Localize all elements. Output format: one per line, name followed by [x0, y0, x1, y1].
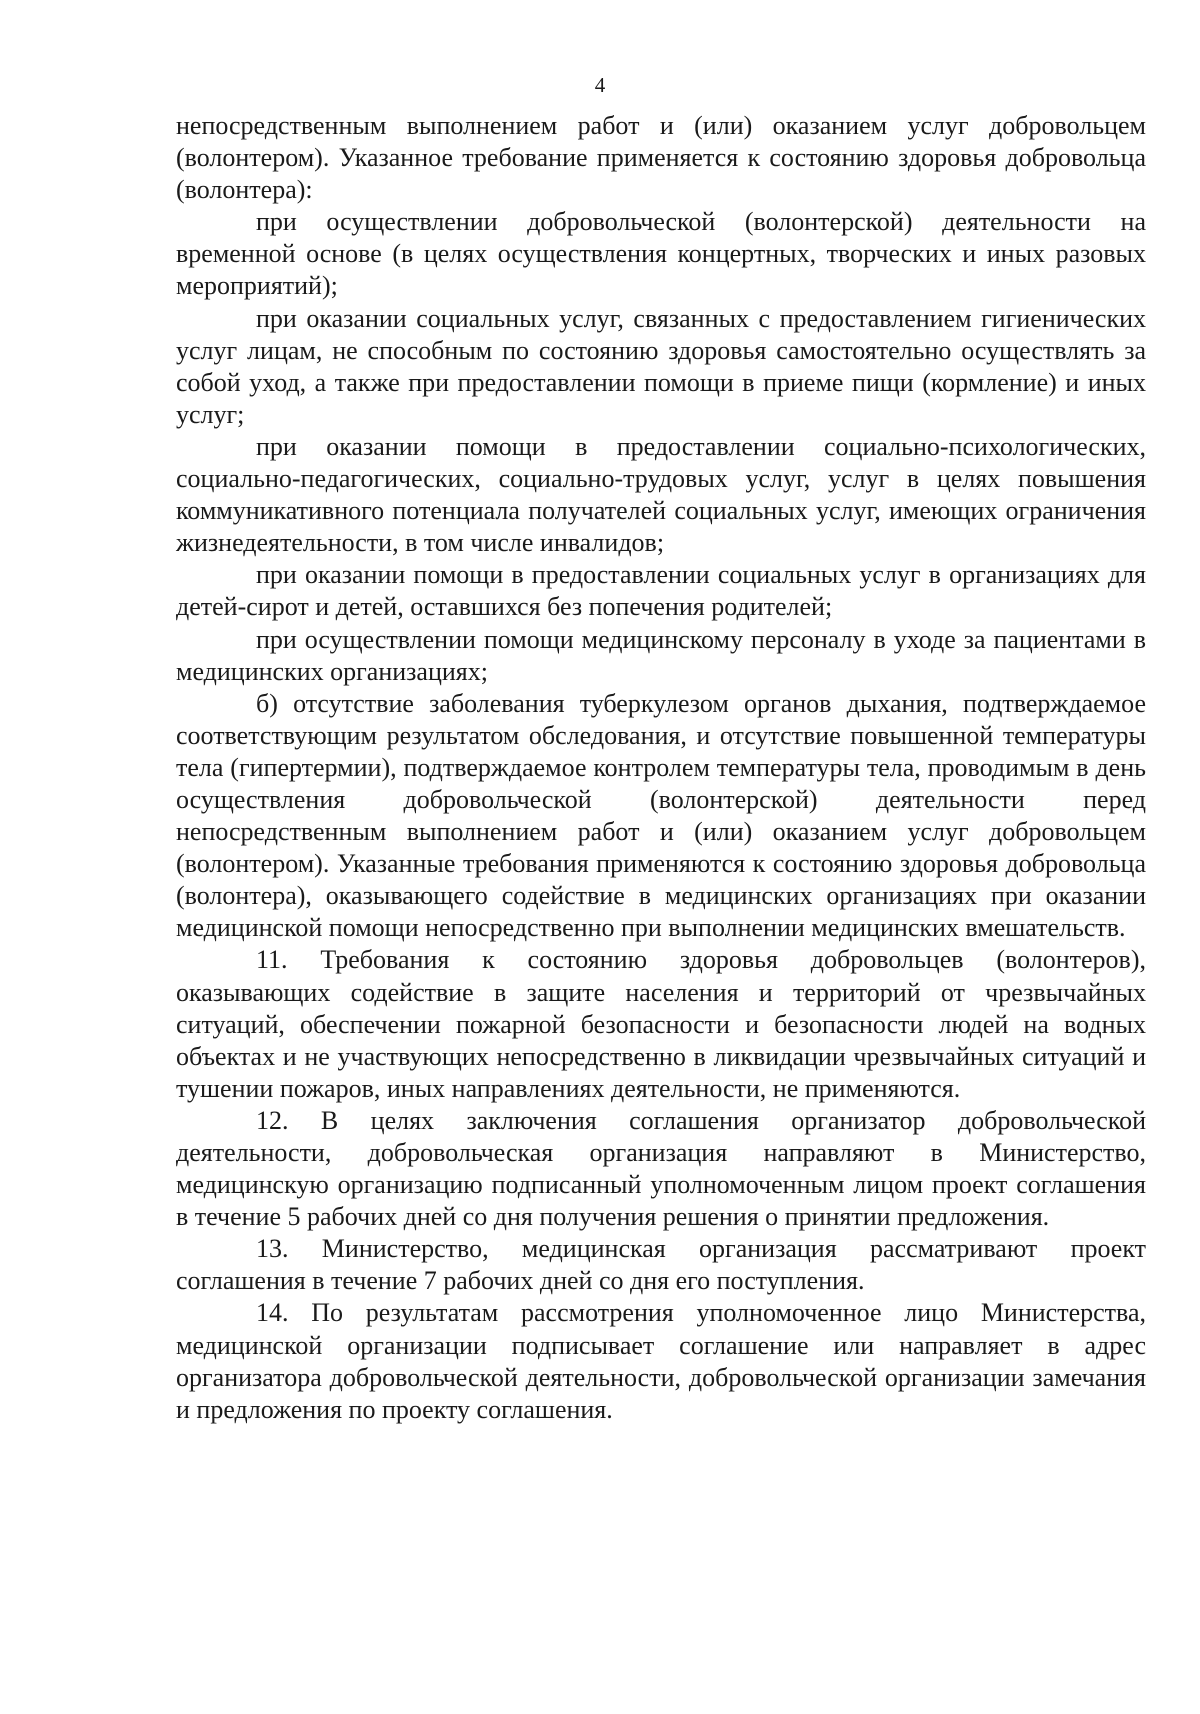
- paragraph-item-11: 11. Требования к состоянию здоровья добровольцев (волонтеров), оказывающих содействие в защите населения и территорий от чрезвычайных ситуаций, обеспечении пожарной безопасности и безопасности людей на водных объектах и не участвующих непосредственно в ликвидации чрезвычайных ситуаций и тушении пожаров, иных направлениях деятельности, не применяются.: [176, 945, 1146, 1103]
- paragraph-social-psychological-help: при оказании помощи в предоставлении социально-психологических, социально-педагогических, социально-трудовых услуг, услуг в целях повышения коммуникативного потенциала получателей социальных услуг, имеющих ограничения жизнедеятельности, в том числе инвалидов;: [176, 431, 1146, 558]
- paragraph-orphan-organizations: при оказании помощи в предоставлении социальных услуг в организациях для детей-сирот и детей, оставшихся без попечения родителей;: [176, 560, 1146, 622]
- page-number: 4: [594, 73, 606, 97]
- paragraph-item-13: 13. Министерство, медицинская организация рассматривают проект соглашения в течение 7 рабочих дней со дня его поступления.: [176, 1234, 1146, 1296]
- paragraph-social-services-hygiene: при оказании социальных услуг, связанных с предоставлением гигиенических услуг лицам, не способным по состоянию здоровья самостоятельно осуществлять за собой уход, а также при предоставлении помощи в приеме пищи (кормление) и иных услуг;: [176, 303, 1146, 429]
- document-body: [176, 110, 1146, 1426]
- paragraph-temporary-activity: при осуществлении добровольческой (волонтерской) деятельности на временной основе (в целях осуществления концертных, творческих и иных разовых мероприятий);: [176, 207, 1146, 301]
- paragraph-continuation: непосредственным выполнением работ и (или) оказанием услуг добровольцем (волонтером). Указанное требование применяется к состоянию здоровья добровольца (волонтера):: [176, 111, 1146, 205]
- paragraph-medical-personnel-help: при осуществлении помощи медицинскому персоналу в уходе за пациентами в медицинских организациях;: [176, 624, 1146, 686]
- paragraph-item-14: 14. По результатам рассмотрения уполномоченное лицо Министерства, медицинской организации подписывает соглашение или направляет в адрес организатора добровольческой деятельности, добровольческой организации замечания и предложения по проекту соглашения.: [176, 1298, 1146, 1424]
- paragraph-item-12: 12. В целях заключения соглашения организатор добровольческой деятельности, добровольческая организация направляют в Министерство, медицинскую организацию подписанный уполномоченным лицом проект соглашения в течение 5 рабочих дней со дня получения решения о принятии предложения.: [176, 1105, 1146, 1232]
- paragraph-item-b: б) отсутствие заболевания туберкулезом органов дыхания, подтверждаемое соответствующим результатом обследования, и отсутствие повышенной температуры тела (гипертермии), подтверждаемое контролем температуры тела, проводимым в день осуществления добровольческой (волонтерской) деятельности перед непосредственным выполнением работ и (или) оказанием услуг добровольцем (волонтером). Указанные требования применяются к состоянию здоровья добровольца (волонтера), оказывающего содействие в медицинских организациях при оказании медицинской помощи непосредственно при выполнении медицинских вмешательств.: [176, 688, 1146, 943]
